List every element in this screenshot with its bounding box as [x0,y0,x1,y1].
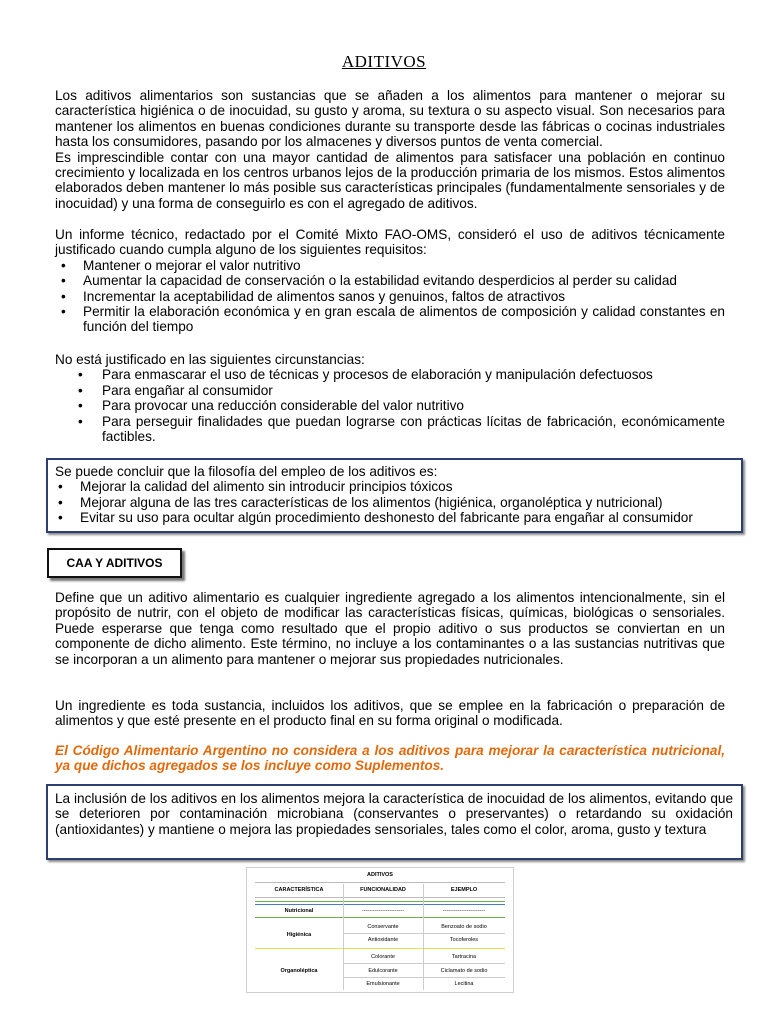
caa-heading: CAA Y ADITIVOS [47,548,182,578]
table-cell: Ciclamato de sodio [440,968,488,974]
table-cell: Tocoferoles [449,937,479,943]
table-header: FUNCIONALIDAD [360,887,406,893]
list-item: • Para provocar una reducción considerable del valor nutritivo [55,398,725,413]
table-cell: ----------------------- [361,908,405,914]
fao-section [55,227,725,335]
group-label: Higiénica [286,932,312,938]
green-divider [255,917,505,918]
table-cell: Lecitina [454,981,474,987]
list-item: • Incrementar la aceptabilidad de alimentos sanos y genuinos, faltos de atractivos [55,289,725,304]
yellow-divider [255,948,505,949]
group-label: Nutricional [284,908,314,914]
intro-section [55,88,725,211]
table-cell: Tartracina [451,954,477,960]
no-justificado-intro: No está justificado en las siguientes circunstancias: [55,352,365,367]
no-justificado-list [55,367,725,444]
list-item: • Evitar su uso para ocultar algún procedimiento deshonesto del fabricante para engañar al consumidor [52,510,735,525]
inclusion-text: La inclusión de los aditivos en los alimentos mejora la característica de inocuidad de los alimentos, evitando que se deterioren por contaminación microbiana (conservantes o preservantes) o retardando su oxidación (antioxidantes) y mantiene o mejora las propiedades sensoriales, tales como el color, aroma, gusto y textura [55,791,733,837]
table-cell: Benzoato de sodio [441,924,487,930]
table-cell: ----------------------- [442,908,486,914]
list-item: • Mantener o mejorar el valor nutritivo [55,258,725,273]
caa-paragraph-2: Un ingrediente es toda sustancia, incluidos los aditivos, que se emplee en la fabricación o preparación de alimentos y que esté presente en el producto final en su forma original o modificada. [55,698,725,729]
intro-paragraph-2: Es imprescindible contar con una mayor cantidad de alimentos para satisfacer una población en continuo crecimiento y localizada en los centros urbanos lejos de la producción primaria de los mismos. Estos alimentos elaborados deben mantener lo más posible sus características principales (fundamentalmente sensoriales y de inocuidad) y una forma de conseguirlo es con el agregado de aditivos. [55,149,725,211]
list-item: • Mejorar alguna de las tres características de los alimentos (higiénica, organoléptica y nutricional) [52,495,735,510]
list-item: • Para enmascarar el uso de técnicas y procesos de elaboración y manipulación defectuosos [55,367,725,382]
group-label: Organoléptica [280,968,318,974]
inclusion-box [46,784,743,860]
table-title: ADITIVOS [367,872,393,878]
highlight-note: El Código Alimentario Argentino no considera a los aditivos para mejorar la característica nutricional, ya que dichos agregados se los incluye como Suplementos. [55,743,725,774]
list-item: • Para engañar al consumidor [55,383,725,398]
conclusion-intro: Se puede concluir que la filosofía del empleo de los aditivos es: [55,464,438,479]
list-item: • Aumentar la capacidad de conservación o la estabilidad evitando desperdicios al perder su calidad [55,273,725,288]
table-cell: Conservante [367,924,399,930]
caa-definition [55,590,725,667]
intro-paragraph-1: Los aditivos alimentarios son sustancias que se añaden a los alimentos para mantener o mejorar su característica higiénica o de inocuidad, su gusto y aroma, su textura o su aspecto visual. Son necesarios para mantener los alimentos en buenas condiciones durante su transporte desde las fábricas o cocinas industriales hasta los consumidores, pasando por los almacenes y diversos puntos de venta comercial. [55,88,725,150]
page-title: ADITIVOS [341,52,427,71]
conclusion-box [46,458,743,533]
table-header: EJEMPLO [450,887,478,893]
table-cell: Colorante [371,954,395,960]
table-header: CARACTERÍSTICA [274,887,324,893]
conclusion-list [52,479,735,525]
table-cell: Emulsionante [366,981,400,987]
list-item: • Permitir la elaboración económica y en gran escala de alimentos de composición y calidad constantes en función del tiempo [55,304,725,335]
no-justificado-section [55,352,725,444]
table-cell: Antioxidante [367,937,399,943]
caa-paragraph-1: Define que un aditivo alimentario es cualquier ingrediente agregado a los alimentos intencionalmente, sin el propósito de nutrir, con el objeto de modificar las características físicas, químicas, biológicas o sensoriales. Puede esperarse que tenga como resultado que el propio aditivo o sus productos se conviertan en un componente de dicho alimento. Este término, no incluye a los contaminantes o a las sustancias nutritivas que se incorporan a un alimento para mantener o mejorar sus propiedades nutricionales. [55,590,725,667]
fao-list [55,258,725,335]
table-cell: Edulcorante [368,968,398,974]
green-divider [255,901,505,902]
aditivos-table [246,867,514,993]
list-item: • Para perseguir finalidades que puedan lograrse con prácticas lícitas de fabricación, económicamente factibles. [55,414,725,445]
fao-intro: Un informe técnico, redactado por el Comité Mixto FAO-OMS, consideró el uso de aditivos técnicamente justificado cuando cumpla alguno de los siguientes requisitos: [55,227,725,258]
ingrediente-definition [55,698,725,729]
list-item: • Mejorar la calidad del alimento sin introducir principios tóxicos [52,479,735,494]
blue-divider [255,904,505,905]
